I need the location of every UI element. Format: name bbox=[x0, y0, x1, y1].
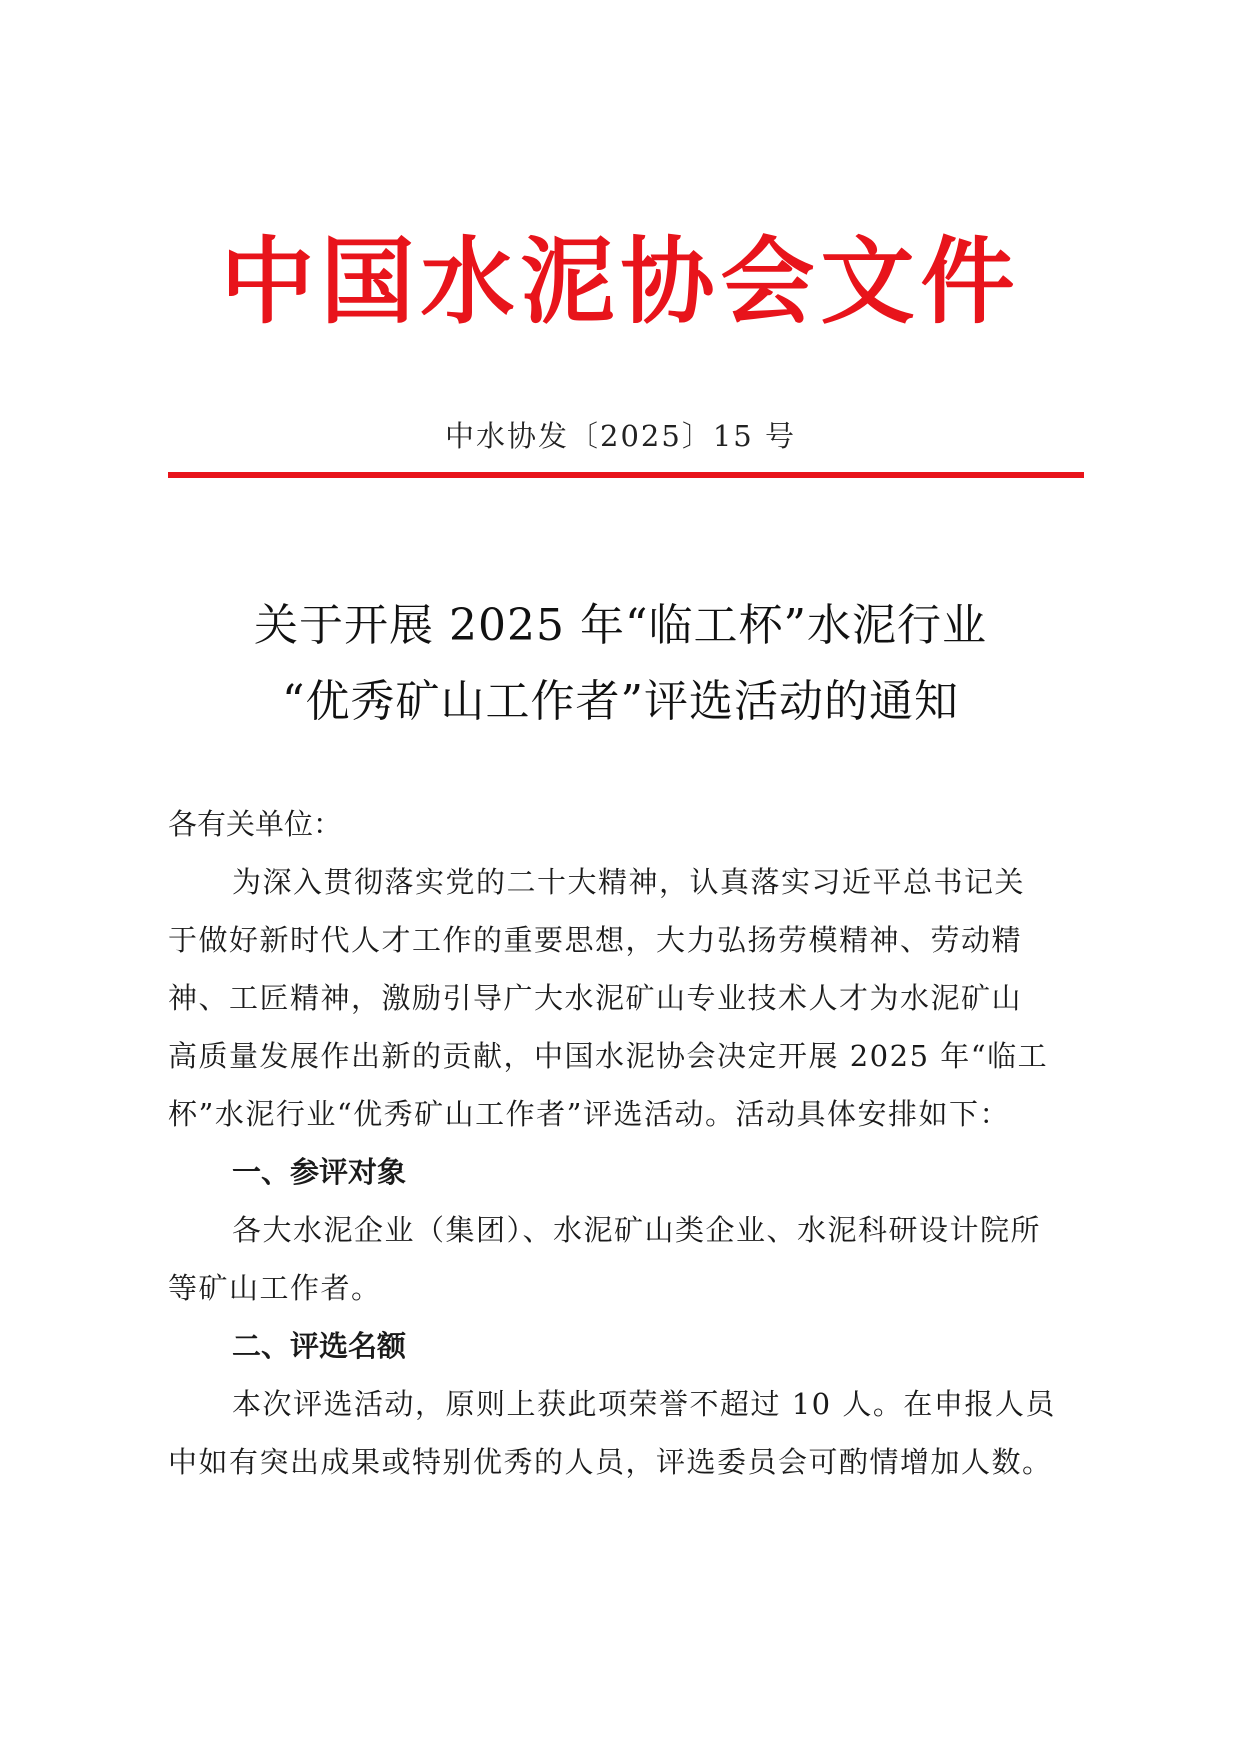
section-text-line: 各大水泥企业（集团）、水泥矿山类企业、水泥科研设计院所 bbox=[232, 1213, 1042, 1247]
intro-line: 为深入贯彻落实党的二十大精神，认真落实习近平总书记关 bbox=[232, 865, 1026, 899]
section-text-line: 中如有突出成果或特别优秀的人员，评选委员会可酌情增加人数。 bbox=[168, 1445, 1053, 1479]
intro-line: 于做好新时代人才工作的重要思想，大力弘扬劳模精神、劳动精 bbox=[168, 923, 1023, 957]
section-text-line: 本次评选活动，原则上获此项荣誉不超过 10 人。在申报人员 bbox=[232, 1387, 1056, 1421]
intro-line: 神、工匠精神，激励引导广大水泥矿山专业技术人才为水泥矿山 bbox=[168, 981, 1023, 1015]
section-heading-participants: 一、参评对象 bbox=[232, 1155, 407, 1189]
section-heading-quota: 二、评选名额 bbox=[232, 1329, 407, 1363]
intro-line: 杯”水泥行业“优秀矿山工作者”评选活动。活动具体安排如下： bbox=[168, 1097, 1010, 1131]
red-divider-rule bbox=[168, 472, 1084, 478]
notice-title-line-1: 关于开展 2025 年“临工杯”水泥行业 bbox=[254, 600, 987, 651]
letterhead-title: 中国水泥协会文件 bbox=[220, 228, 1021, 337]
salutation: 各有关单位： bbox=[168, 807, 343, 841]
section-text-line: 等矿山工作者。 bbox=[168, 1271, 382, 1305]
intro-line: 高质量发展作出新的贡献，中国水泥协会决定开展 2025 年“临工 bbox=[168, 1039, 1049, 1073]
notice-title-line-2: “优秀矿山工作者”评选活动的通知 bbox=[282, 676, 959, 727]
document-number: 中水协发〔2025〕15 号 bbox=[445, 419, 796, 453]
